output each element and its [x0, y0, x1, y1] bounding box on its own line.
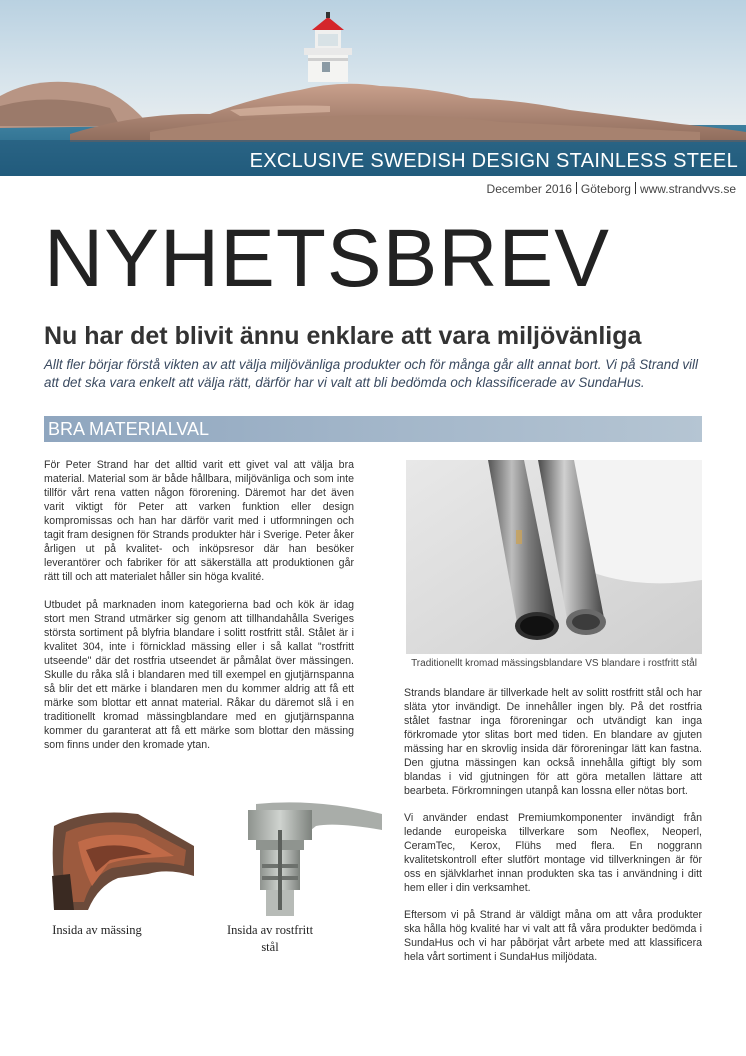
steel-faucet-cutaway [226, 800, 384, 918]
brass-caption: Insida av mässing [52, 923, 142, 937]
photo-caption: Traditionellt kromad mässingsblandare VS blandare i rostfritt stål [411, 658, 697, 669]
header-photo [0, 0, 746, 176]
brass-interior-image [48, 806, 196, 916]
meta-divider [635, 182, 636, 194]
meta-divider [576, 182, 577, 194]
brand-tagline: EXCLUSIVE SWEDISH DESIGN STAINLESS STEEL [249, 150, 738, 172]
right-paragraph-1: Strands blandare är tillverkade helt av solitt rostfritt stål och har släta ytor invändigt. De innehåller ingen bly. På det rostfria stålet fastnar inga föroreningar och utvändigt kan inga förkromade ytor slitas bort med tiden. En blandare av gjuten mässing har en skrovlig insida där föroreningar lätt kan fastna. Den gjutna mässingen kan också innehålla giftigt bly som blandas i vid gjutningen för att göra metallen lättare att bearbeta. Förkromningen utanpå kan lossna eller nötas bort. [404, 687, 702, 797]
issue-city: Göteborg [580, 182, 631, 196]
right-paragraph-3: Eftersom vi på Strand är väldigt måna om att våra produkter ska hålla hög kvalité har vi valt att få våra produkter bedömda i SundaHus och vi har påbörjat vårt arbete med att klassificera hela vårt sortiment i SundaHus miljödata. [404, 909, 702, 963]
spout-comparison-photo [406, 460, 702, 654]
article-subtitle: Nu har det blivit ännu enklare att vara miljövänliga [44, 322, 642, 350]
spout-illustration [406, 460, 702, 654]
issue-meta [487, 182, 736, 196]
newsletter-title: NYHETSBREV [44, 213, 610, 304]
brass-faucet-cutaway [48, 806, 196, 916]
steel-interior-image [226, 800, 384, 918]
issue-date: December 2016 [486, 182, 572, 196]
intro-paragraph: Allt fler börjar förstå vikten av att välja miljövänliga produkter och för många går allt annat bort. Vi på Strand vill att det ska vara enkelt att välja rätt, därför har vi valt att bli bedömda och klassificerade av SundaHus. [44, 357, 698, 390]
right-paragraph-2: Vi använder endast Premiumkomponenter invändigt från ledande europeiska tillverkare som Neoflex, Neoperl, CeramTec, Kerox, Flühs med flera. En noggrann kvalitetskontroll efter slutfört montage vid tillverkningen är för oss en självklarhet innan produkten ska tas i användning i ditt hem eller i din verksamhet. [404, 812, 702, 894]
steel-caption: Insida av rostfritt stål [226, 923, 314, 954]
section-heading: BRA MATERIALVAL [44, 416, 702, 442]
left-paragraph-1: För Peter Strand har det alltid varit ett givet val att välja bra material. Material som är både hållbara, miljövänliga och som inte tillför vårt rena vatten någon förorening. Däremot har det även varit viktigt för Peter att varken funktion eller design kompromissas och han har därför varit med i utformningen och tagit fram designen för Strands produkter här i Sverige. Peter åker årligen ut på kvalitet- och inköpsresor där han besöker leverantörer och fabriker för att säkerställa att produktionen går rätt till och att materialet håller sin höga kvalité. [44, 459, 354, 583]
left-column [44, 458, 354, 766]
left-paragraph-2: Utbudet på marknaden inom kategorierna bad och kök är idag stort men Strand utmärker sig genom att tillhandahålla Sveriges största sortiment på blyfria blandare i solitt rostfritt stål. Stålet är i kvalitet 304, inte i förnicklad mässing eller i så kallat "rostfritt utseende" där det rostfria utseendet är påmålat över mässingen. Skulle du råka slå i blandaren med till exempel en gjutjärnspanna så blir det ett märke i blandaren men du kommer aldrig att få ett märke som blottar ett annat material. Råkar du däremot slå i en traditionellt kromad mässingblandare med en gjutjärnspanna kommer du garanterat att få ett märke som blottar den mässing som finns under den kromade ytan. [44, 599, 354, 751]
right-column [404, 686, 702, 977]
website-link[interactable]: www.strandvvs.se [639, 182, 736, 196]
